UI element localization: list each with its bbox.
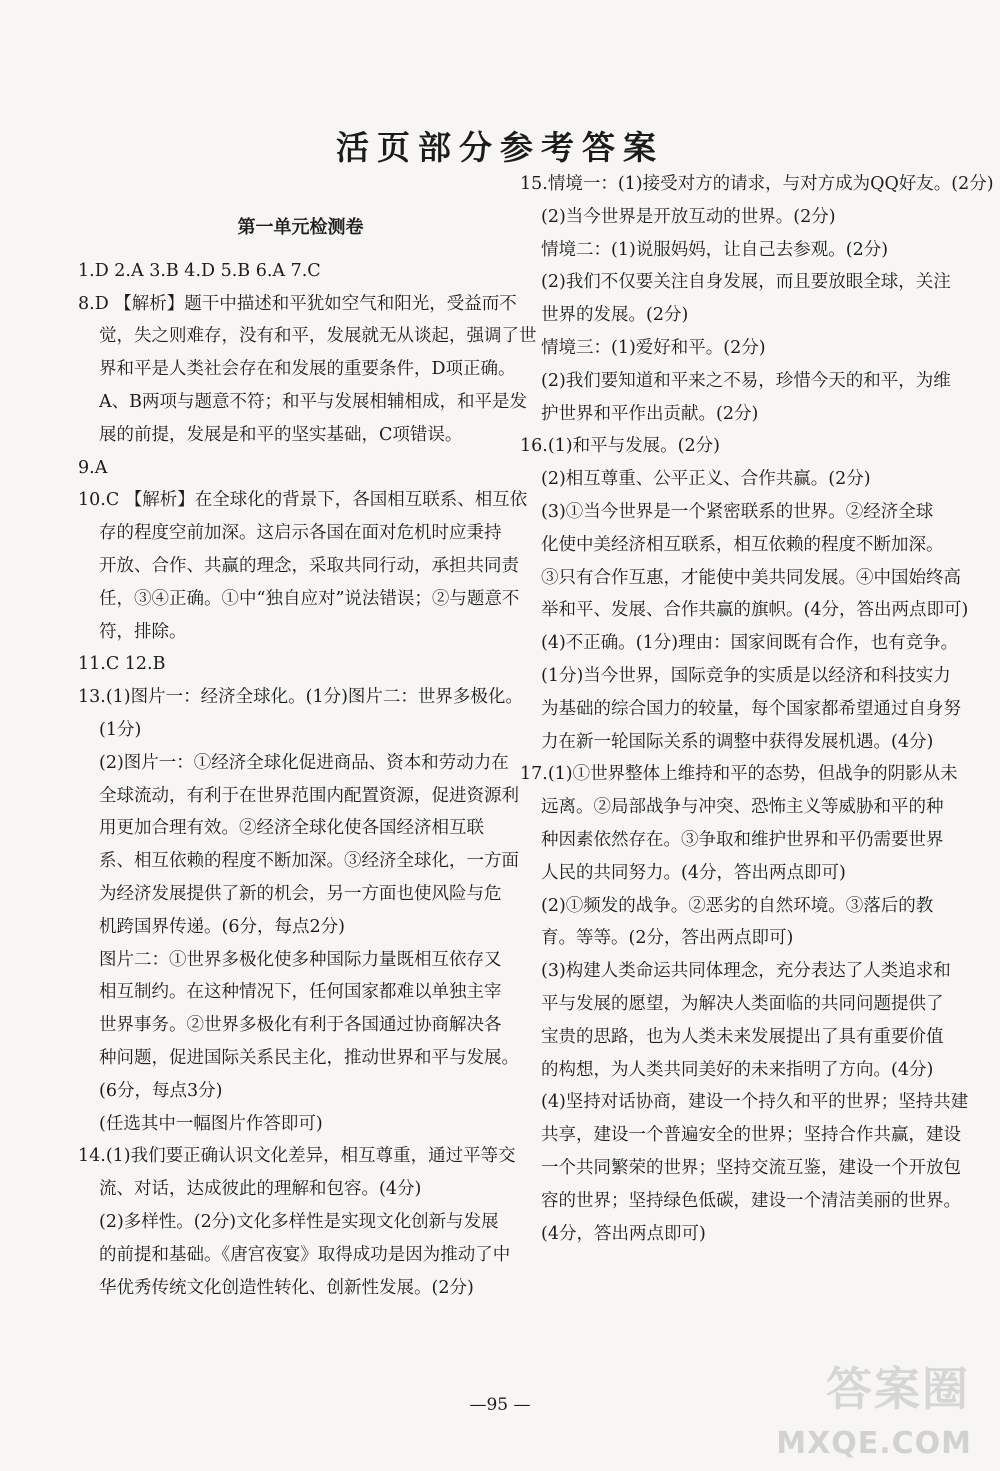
answer-line: (4)不正确。(1分)理由：国家间既有合作，也有竞争。 [541, 633, 959, 654]
answer-line: 情境三：(1)爱好和平。(2分) [541, 337, 766, 358]
answer-line: 世界事务。②世界多极化有利于各国通过协商解决各 [99, 1015, 502, 1036]
answer-line: 为基础的综合国力的较量，每个国家都希望通过自身努 [541, 698, 961, 719]
answer-line: 的构想，为人类共同美好的未来指明了方向。(4分) [541, 1059, 934, 1080]
answer-line: (1分)当今世界，国际竞争的实质是以经济和科技实力 [541, 665, 951, 686]
answer-line: (2)我们要知道和平来之不易，珍惜今天的和平，为维 [541, 370, 951, 391]
left-column [78, 212, 537, 1304]
answer-line: 共享，建设一个普遍安全的世界；坚持合作共赢，建设 [541, 1125, 961, 1146]
watermark-site: MXQE.COM [776, 1426, 972, 1461]
answer-line: 8.D 【解析】题干中描述和平犹如空气和阳光，受益而不 [78, 293, 517, 314]
right-answer-lines [520, 168, 994, 1250]
answer-line: (2)多样性。(2分)文化多样性是实现文化创新与发展 [99, 1211, 499, 1232]
answer-line: 宝贵的思路，也为人类未来发展提出了具有重要价值 [541, 1026, 944, 1047]
answer-line: 华优秀传统文化创造性转化、创新性发展。(2分) [99, 1277, 474, 1298]
answer-line: (2)图片一：①经济全球化促进商品、资本和劳动力在 [99, 752, 509, 773]
section-title: 第一单元检测卷 [237, 217, 364, 238]
answer-line: (2)相互尊重、公平正义、合作共赢。(2分) [541, 469, 871, 490]
answer-line: 觉，失之则难存，没有和平，发展就无从谈起，强调了世 [99, 326, 537, 347]
answer-line: 16.(1)和平与发展。(2分) [520, 436, 720, 457]
page-number: —95 — [469, 1395, 531, 1415]
answer-line: 力在新一轮国际关系的调整中获得发展机遇。(4分) [541, 731, 934, 752]
answer-line: 全球流动，有利于在世界范围内配置资源，促进资源利 [99, 785, 519, 806]
page-title: 活页部分参考答案 [336, 128, 664, 167]
answer-line: 1.D 2.A 3.B 4.D 5.B 6.A 7.C [78, 260, 321, 281]
answer-line: 种问题，促进国际关系民主化，推动世界和平与发展。 [99, 1047, 519, 1068]
answer-line: 存的程度空前加深。这启示各国在面对危机时应秉持 [99, 523, 502, 544]
answer-line: 护世界和平作出贡献。(2分) [541, 403, 759, 424]
answer-line: 9.A [78, 457, 108, 478]
answer-line: 10.C 【解析】在全球化的背景下，各国相互联系、相互依 [78, 490, 528, 511]
watermark-logo: 答案圈 [826, 1362, 970, 1416]
answer-line: 用更加合理有效。②经济全球化使各国经济相互联 [99, 818, 484, 839]
answer-line: 的前提和基础。《唐宫夜宴》取得成功是因为推动了中 [99, 1244, 511, 1265]
answer-line: 远离。②局部战争与冲突、恐怖主义等威胁和平的种 [541, 797, 944, 818]
answer-line: 11.C 12.B [78, 654, 166, 675]
answer-line: 一个共同繁荣的世界；坚持交流互鉴，建设一个开放包 [541, 1157, 961, 1178]
answer-line: 流、对话，达成彼此的理解和包容。(4分) [99, 1179, 422, 1200]
answer-line: (4)坚持对话协商，建设一个持久和平的世界；坚持共建 [541, 1092, 969, 1113]
answer-line: (任选其中一幅图片作答即可) [99, 1113, 323, 1134]
answer-line: 平与发展的愿望，为解决人类面临的共同问题提供了 [541, 993, 944, 1014]
answer-line: 界和平是人类社会存在和发展的重要条件，D项正确。 [99, 359, 516, 380]
answer-line: A、B两项与题意不符；和平与发展相辅相成，和平是发 [99, 391, 527, 412]
answer-line: 图片二：①世界多极化使多种国际力量既相互依存又 [99, 949, 502, 970]
right-column [520, 168, 994, 1250]
answer-line: 14.(1)我们要正确认识文化差异，相互尊重，通过平等交 [78, 1146, 516, 1167]
answer-line: 开放、合作、共赢的理念，采取共同行动，承担共同责 [99, 555, 519, 576]
answer-line: ③只有合作互惠，才能使中美共同发展。④中国始终高 [541, 567, 961, 588]
answer-line: 化使中美经济相互联系，相互依赖的程度不断加深。 [541, 534, 944, 555]
answer-line: 育。等等。(2分，答出两点即可) [541, 928, 794, 949]
answer-line: 世界的发展。(2分) [541, 305, 689, 326]
answer-line: (2)当今世界是开放互动的世界。(2分) [541, 206, 836, 227]
answer-line: 符，排除。 [99, 621, 187, 642]
answer-line: 相互制约。在这种情况下，任何国家都难以单独主宰 [99, 982, 502, 1003]
answer-line: (2)①频发的战争。②恶劣的自然环境。③落后的教 [541, 895, 934, 916]
answer-line: 机跨国界传递。(6分，每点2分) [99, 916, 345, 937]
answer-line: 人民的共同努力。(4分，答出两点即可) [541, 862, 846, 883]
left-answer-lines [78, 255, 537, 1305]
answer-line: 为经济发展提供了新的机会，另一方面也使风险与危 [99, 883, 502, 904]
answer-line: 种因素依然存在。③争取和维护世界和平仍需要世界 [541, 829, 944, 850]
watermark [768, 1353, 978, 1463]
answer-line: (3)构建人类命运共同体理念，充分表达了人类追求和 [541, 961, 951, 982]
answer-line: 15.情境一：(1)接受对方的请求，与对方成为QQ好友。(2分) [520, 174, 994, 194]
answer-line: 任，③④正确。①中“独自应对”说法错误；②与题意不 [99, 588, 520, 609]
answer-line: 举和平、发展、合作共赢的旗帜。(4分，答出两点即可) [541, 600, 969, 621]
answer-line: 容的世界；坚持绿色低碳，建设一个清洁美丽的世界。 [541, 1190, 961, 1211]
answer-line: (3)①当今世界是一个紧密联系的世界。②经济全球 [541, 501, 934, 522]
answer-line: 情境二：(1)说服妈妈，让自己去参观。(2分) [541, 239, 889, 260]
answer-line: 17.(1)①世界整体上维持和平的态势，但战争的阴影从未 [520, 764, 958, 785]
answer-line: 展的前提，发展是和平的坚实基础，C项错误。 [99, 424, 463, 445]
answer-line: (1分) [99, 719, 142, 740]
answer-line: (4分，答出两点即可) [541, 1223, 706, 1244]
answer-line: (6分，每点3分) [99, 1080, 223, 1101]
answer-line: (2)我们不仅要关注自身发展，而且要放眼全球，关注 [541, 272, 951, 293]
answer-line: 系、相互依赖的程度不断加深。③经济全球化，一方面 [99, 851, 519, 872]
answer-line: 13.(1)图片一：经济全球化。(1分)图片二：世界多极化。 [78, 687, 523, 708]
